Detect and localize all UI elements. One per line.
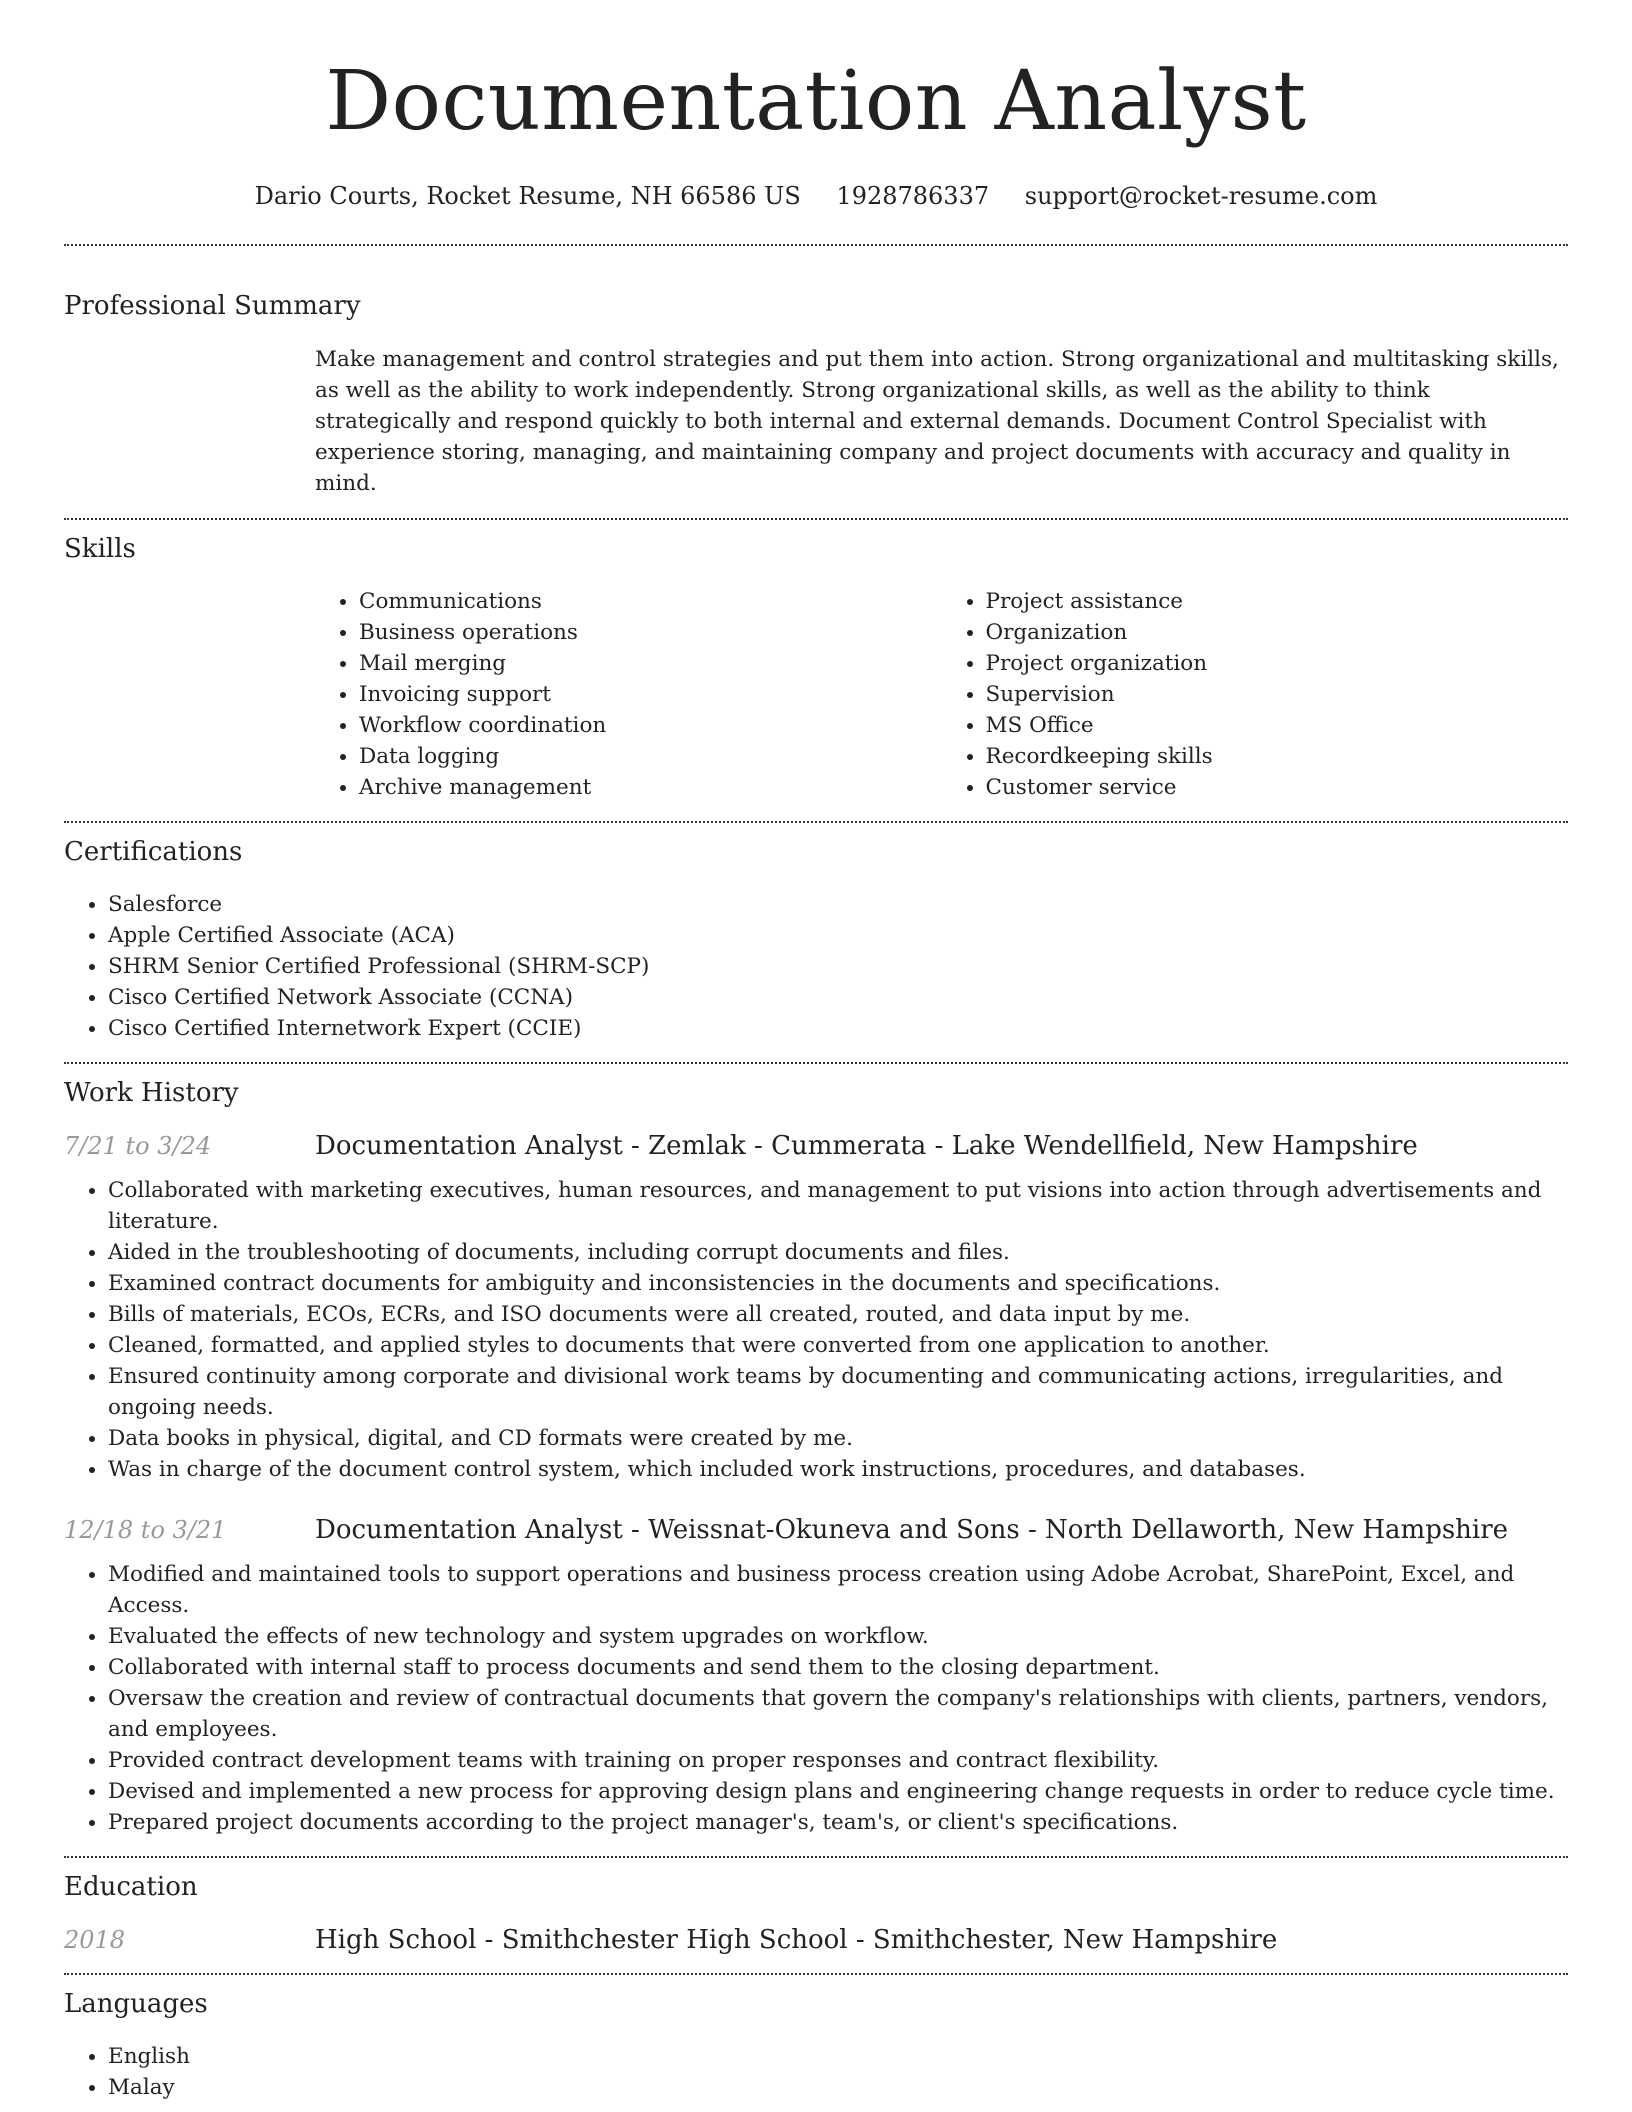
contact-email: support@rocket-resume.com [1024, 182, 1378, 210]
languages-list [64, 2041, 1568, 2103]
list-item: • Evaluated the effects of new technology and system upgrades on workflow. [108, 1621, 1568, 1652]
list-item: • Invoicing support [359, 679, 942, 710]
list-item: • Business operations [359, 617, 942, 648]
certifications-list [64, 889, 1568, 1044]
certifications-section [64, 834, 1568, 1044]
list-item: • Ensured continuity among corporate and divisional work teams by documenting and communicating actions, irregularities, and ongoing needs. [108, 1361, 1568, 1423]
skills-list-right [942, 586, 1569, 803]
list-item: • Project organization [986, 648, 1569, 679]
job-bullets [64, 1559, 1568, 1838]
skills-section [64, 531, 1568, 803]
list-item: • Organization [986, 617, 1569, 648]
list-item: • Supervision [986, 679, 1569, 710]
list-item: • Apple Certified Associate (ACA) [108, 920, 1568, 951]
list-item: • English [108, 2041, 1568, 2072]
list-item: • Prepared project documents according to the project manager's, team's, or client's specifications. [108, 1807, 1568, 1838]
list-item: • Aided in the troubleshooting of documents, including corrupt documents and files. [108, 1237, 1568, 1268]
job-entry [64, 1131, 1568, 1485]
list-item: • Malay [108, 2072, 1568, 2103]
education-heading: High School - Smithchester High School - Smithchester, New Hampshire [315, 1925, 1278, 1955]
work-section [64, 1075, 1568, 1838]
list-item: • Oversaw the creation and review of contractual documents that govern the company's relationships with clients, partners, vendors, and employees. [108, 1683, 1568, 1745]
list-item: • Data logging [359, 741, 942, 772]
job-heading: Documentation Analyst - Weissnat-Okuneva and Sons - North Dellaworth, New Hampshire [315, 1515, 1509, 1545]
education-section [64, 1869, 1568, 1955]
job-entry [64, 1515, 1568, 1838]
section-title-skills: Skills [64, 534, 136, 564]
list-item: • Data books in physical, digital, and CD formats were created by me. [108, 1423, 1568, 1454]
list-item: • Modified and maintained tools to support operations and business process creation using Adobe Acrobat, SharePoint, Excel, and Access. [108, 1559, 1568, 1621]
list-item: • Provided contract development teams with training on proper responses and contract flexibility. [108, 1745, 1568, 1776]
list-item: • Cleaned, formatted, and applied styles to documents that were converted from one application to another. [108, 1330, 1568, 1361]
list-item: • Workflow coordination [359, 710, 942, 741]
languages-section [64, 1986, 1568, 2103]
section-title-languages: Languages [64, 1989, 208, 2019]
section-title-summary: Professional Summary [64, 291, 361, 321]
list-item: • MS Office [986, 710, 1569, 741]
list-item: • Communications [359, 586, 942, 617]
list-item: • Examined contract documents for ambiguity and inconsistencies in the documents and specifications. [108, 1268, 1568, 1299]
job-header [64, 1131, 1568, 1161]
list-item: • Collaborated with marketing executives, human resources, and management to put visions into action through advertisements and literature. [108, 1175, 1568, 1237]
list-item: • Devised and implemented a new process for approving design plans and engineering change requests in order to reduce cycle time. [108, 1776, 1568, 1807]
list-item: • Collaborated with internal staff to process documents and send them to the closing department. [108, 1652, 1568, 1683]
job-dates: 7/21 to 3/24 [64, 1132, 212, 1160]
education-entry [64, 1925, 1568, 1955]
list-item: • Archive management [359, 772, 942, 803]
education-year: 2018 [64, 1926, 126, 1954]
resume-name: Documentation Analyst [325, 54, 1307, 149]
list-item: • Project assistance [986, 586, 1569, 617]
list-item: • Salesforce [108, 889, 1568, 920]
contact-line [64, 178, 1568, 214]
job-heading: Documentation Analyst - Zemlak - Cummerata - Lake Wendellfield, New Hampshire [315, 1131, 1418, 1161]
section-title-work: Work History [64, 1078, 239, 1108]
divider [64, 1856, 1568, 1858]
summary-section [64, 288, 1568, 499]
list-item: • SHRM Senior Certified Professional (SHRM-SCP) [108, 951, 1568, 982]
section-title-certifications: Certifications [64, 837, 243, 867]
list-item: • Cisco Certified Internetwork Expert (CCIE) [108, 1013, 1568, 1044]
contact-phone: 1928786337 [836, 182, 990, 210]
divider [64, 244, 1568, 246]
summary-text: Make management and control strategies and put them into action. Strong organizational and multitasking skills, as well as the ability to work independently. Strong organizational skills, as well as the ability to think strategically and respond quickly to both internal and external demands. Document Control Specialist with experience storing, managing, and maintaining company and project documents with accuracy and quality in mind. [315, 347, 1559, 496]
divider [64, 821, 1568, 823]
contact-address: Dario Courts, Rocket Resume, NH 66586 US [254, 182, 801, 210]
job-dates: 12/18 to 3/21 [64, 1516, 227, 1544]
section-title-education: Education [64, 1872, 198, 1902]
list-item: • Bills of materials, ECOs, ECRs, and ISO documents were all created, routed, and data input by me. [108, 1299, 1568, 1330]
skills-columns [315, 586, 1568, 803]
divider [64, 1062, 1568, 1064]
job-bullets [64, 1175, 1568, 1485]
list-item: • Was in charge of the document control system, which included work instructions, procedures, and databases. [108, 1454, 1568, 1485]
job-header [64, 1515, 1568, 1545]
list-item: • Customer service [986, 772, 1569, 803]
list-item: • Mail merging [359, 648, 942, 679]
list-item: • Recordkeeping skills [986, 741, 1569, 772]
divider [64, 518, 1568, 520]
divider [64, 1973, 1568, 1975]
skills-list-left [315, 586, 942, 803]
list-item: • Cisco Certified Network Associate (CCNA) [108, 982, 1568, 1013]
